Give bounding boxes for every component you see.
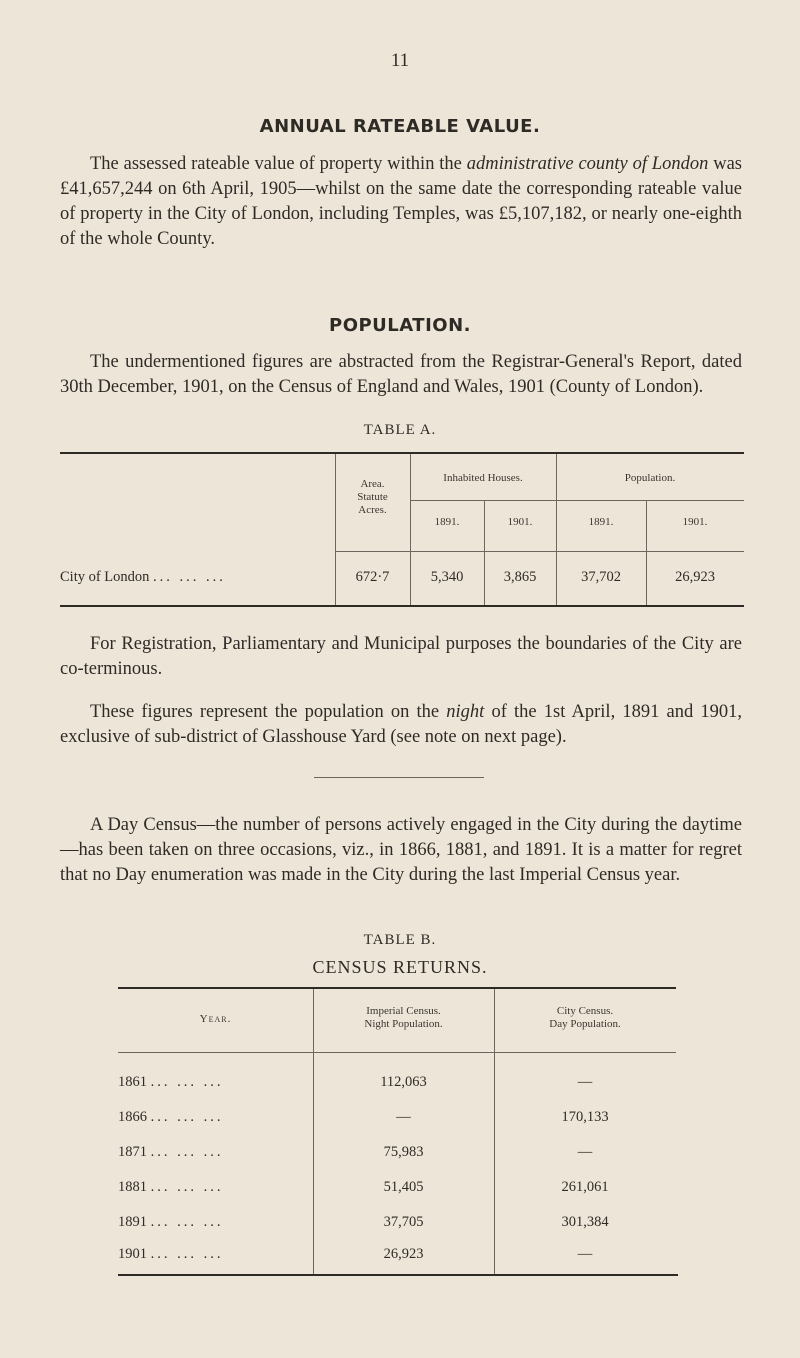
- houses-header: Inhabited Houses.: [443, 472, 523, 484]
- row-year: [118, 1179, 313, 1196]
- year-header: 1901.: [682, 516, 708, 528]
- leader-dots: ... ... ...: [150, 1074, 224, 1090]
- row-year: [118, 1246, 313, 1263]
- population-paragraph: The undermentioned figures are abstracted from the Registrar-General's Report, dated 30th December, 1901, on the Census of England and Wales, 1901 (County of London).: [60, 352, 742, 397]
- header-line: Acres.: [358, 504, 387, 516]
- paragraph-text: of the 1st April, 1891 and 1901, exclusive of sub-district of Glasshouse Yard (see note on next page).: [60, 702, 743, 747]
- table-row-label: [60, 569, 330, 586]
- paragraph-emphasis: night: [446, 702, 485, 722]
- day-census-paragraph: A Day Census—the number of persons actively engaged in the City during the daytime—has been taken on three occasions, viz., in 1866, 1881, and 1891. It is a matter for regret that no Day enumeration was made in the City during the last Imperial Census year.: [60, 815, 742, 885]
- imperial-value: 26,923: [383, 1246, 424, 1262]
- year-column-header: Year.: [199, 1013, 232, 1025]
- header-line: Day Population.: [549, 1018, 621, 1030]
- imperial-column-header: [313, 1005, 494, 1031]
- paragraph-text: The assessed rateable value of property within the: [90, 154, 467, 174]
- header-line: City Census.: [556, 1005, 614, 1017]
- imperial-value: 75,983: [383, 1144, 424, 1160]
- separator-rule: [314, 777, 484, 778]
- leader-dots: ... ... ...: [153, 569, 226, 585]
- imperial-value: —: [396, 1109, 411, 1125]
- table-divider: [494, 989, 495, 1274]
- table-b-caption: TABLE B.: [363, 932, 437, 948]
- rateable-value-paragraph: [60, 152, 742, 252]
- houses-1891-value: 5,340: [430, 569, 464, 585]
- page-number: 11: [390, 50, 410, 71]
- pop-1891-value: 37,702: [581, 569, 621, 585]
- year-text: 1881: [118, 1179, 147, 1195]
- night-population-paragraph: [60, 700, 742, 750]
- city-value: 170,133: [561, 1109, 609, 1125]
- row-year: [118, 1214, 313, 1231]
- leader-dots: ... ... ...: [150, 1144, 224, 1160]
- rateable-value-heading: ANNUAL RATEABLE VALUE.: [259, 116, 541, 137]
- table-rule: [118, 987, 676, 989]
- table-divider: [335, 551, 744, 552]
- city-value: —: [577, 1246, 593, 1262]
- table-divider: [313, 989, 314, 1274]
- header-line: Imperial Census.: [366, 1005, 441, 1017]
- leader-dots: ... ... ...: [150, 1246, 224, 1262]
- paragraph-emphasis: administrative county of London: [466, 154, 709, 174]
- table-b-title: CENSUS RETURNS.: [312, 957, 488, 977]
- table-rule: [118, 1274, 678, 1276]
- area-header: [335, 478, 410, 517]
- houses-1901-value: 3,865: [503, 569, 537, 585]
- row-year: [118, 1109, 313, 1126]
- year-text: 1866: [118, 1109, 147, 1125]
- city-value: 301,384: [561, 1214, 609, 1230]
- year-header: 1901.: [507, 516, 533, 528]
- city-value: —: [577, 1144, 593, 1160]
- pop-1901-value: 26,923: [675, 569, 715, 585]
- paragraph-text: was £41,657,244 on 6th April, 1905—whilst on the same date the corresponding rateable value of property in the City of London, including Temples, was £5,107,182, or nearly one-eighth of the whole County.: [60, 154, 743, 249]
- table-a-caption: TABLE A.: [363, 422, 437, 438]
- city-value: 261,061: [561, 1179, 609, 1195]
- leader-dots: ... ... ...: [150, 1109, 224, 1125]
- year-text: 1871: [118, 1144, 147, 1160]
- imperial-value: 37,705: [383, 1214, 424, 1230]
- imperial-value: 51,405: [383, 1179, 424, 1195]
- city-column-header: [494, 1005, 676, 1031]
- table-divider: [410, 500, 556, 501]
- leader-dots: ... ... ...: [150, 1214, 224, 1230]
- row-year: [118, 1074, 313, 1091]
- year-text: 1861: [118, 1074, 147, 1090]
- paragraph-text: These figures represent the population on the: [90, 702, 447, 722]
- boundaries-paragraph: For Registration, Parliamentary and Municipal purposes the boundaries of the City are co-terminous.: [60, 634, 742, 679]
- table-rule: [60, 452, 744, 454]
- year-text: 1891: [118, 1214, 147, 1230]
- row-label-text: City of London: [60, 569, 150, 585]
- row-year: [118, 1144, 313, 1161]
- population-header: Population.: [624, 472, 676, 484]
- header-line: Area.: [360, 478, 385, 490]
- city-value: —: [577, 1074, 593, 1090]
- year-header: 1891.: [588, 516, 614, 528]
- header-line: Night Population.: [364, 1018, 443, 1030]
- year-text: 1901: [118, 1246, 147, 1262]
- leader-dots: ... ... ...: [150, 1179, 224, 1195]
- population-heading: POPULATION.: [329, 315, 471, 336]
- header-line: Statute: [357, 491, 388, 503]
- year-header: 1891.: [434, 516, 460, 528]
- area-value: 672·7: [355, 569, 390, 585]
- table-rule: [60, 605, 744, 607]
- table-divider: [556, 500, 744, 501]
- imperial-value: 112,063: [380, 1074, 427, 1090]
- table-divider: [118, 1052, 676, 1053]
